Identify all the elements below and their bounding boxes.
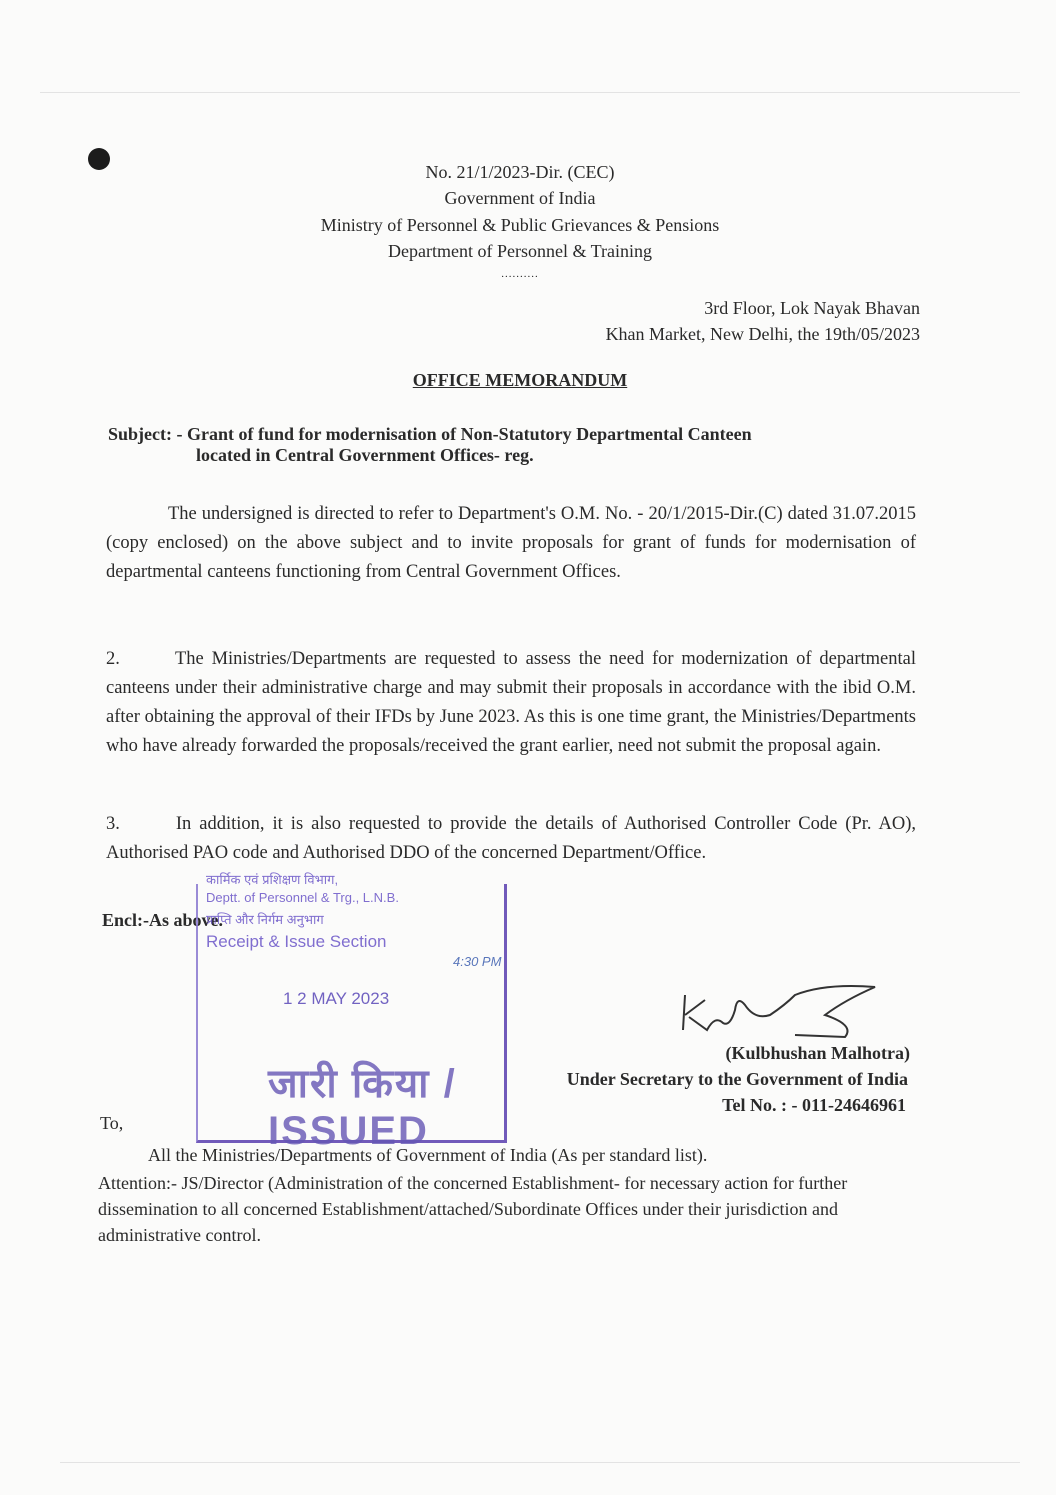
recipient-attention: Attention:- JS/Director (Administration of the concerned Establishment- for necessary action for further dissemination to all concerned Establishment/attached/Subordinate Offices under their jurisdiction and administrative control. [98,1173,848,1245]
signature [675,975,895,1045]
receipt-stamp [196,872,507,1153]
document-title: OFFICE MEMORANDUM [412,370,628,390]
recipient-to: To, [100,1113,124,1133]
signatory-telephone: Tel No. : - 011-24646961 [722,1095,906,1115]
department-name: Department of Personnel & Training [388,241,652,261]
stamp-time-note: 4:30 PM [453,954,502,969]
signatory-designation: Under Secretary to the Government of India [566,1069,908,1089]
ministry-name: Ministry of Personnel & Public Grievances & Pensions [320,215,720,235]
stamp-line-1: कार्मिक एवं प्रशिक्षण विभाग, [206,872,339,887]
subject-text-1: Grant of fund for modernisation of Non-Statutory Departmental Canteen [187,424,752,444]
paragraph-2: 2. The Ministries/Departments are requested to assess the need for modernization of departmental canteens under their administrative charge and may submit their proposals in accordance with the ibid O.M. after obtaining the approval of their IFDs by June 2023. As this is one time grant, the Ministries/Departments who have already forwarded the proposals/received the grant earlier, need not submit the proposal again. [106,649,916,756]
subject-text-2: located in Central Government Offices- reg. [196,445,534,465]
stamp-date: 1 2 MAY 2023 [283,989,390,1008]
government-name: Government of India [444,188,596,208]
stamp-line-2: Deptt. of Personnel & Trg., L.N.B. [206,890,399,905]
recipient-line: All the Ministries/Departments of Government of India (As per standard list). [148,1145,708,1165]
file-number: No. 21/1/2023-Dir. (CEC) [425,162,615,182]
subject [108,424,928,466]
stamp-issued: जारी किया / ISSUED [268,1062,457,1153]
subject-label: Subject: - [108,424,183,444]
stamp-line-4: Receipt & Issue Section [206,932,387,951]
paragraph-3: 3. In addition, it is also requested to provide the details of Authorised Controller Code (Pr. AO), Authorised PAO code and Authorised DDO of the concerned Department/Office. [106,814,916,863]
stamp-line-3: प्राप्ति और निर्गम अनुभाग [206,912,324,927]
enclosure-note: Encl:-As above. [102,910,223,930]
address-line-1: 3rd Floor, Lok Nayak Bhavan [704,298,920,318]
signatory-name: (Kulbhushan Malhotra) [725,1043,910,1063]
scan-edge-line [60,1462,1020,1463]
separator: .......... [501,268,539,280]
paragraph-1: The undersigned is directed to refer to Department's O.M. No. - 20/1/2015-Dir.(C) dated 31.07.2015 (copy enclosed) on the above subject and to invite proposals for grant of funds for modernisation of departmental canteens functioning from Central Government Offices. [106,504,916,582]
scan-edge-line [40,92,1020,93]
address-line-2: Khan Market, New Delhi, the 19th/05/2023 [605,324,920,344]
